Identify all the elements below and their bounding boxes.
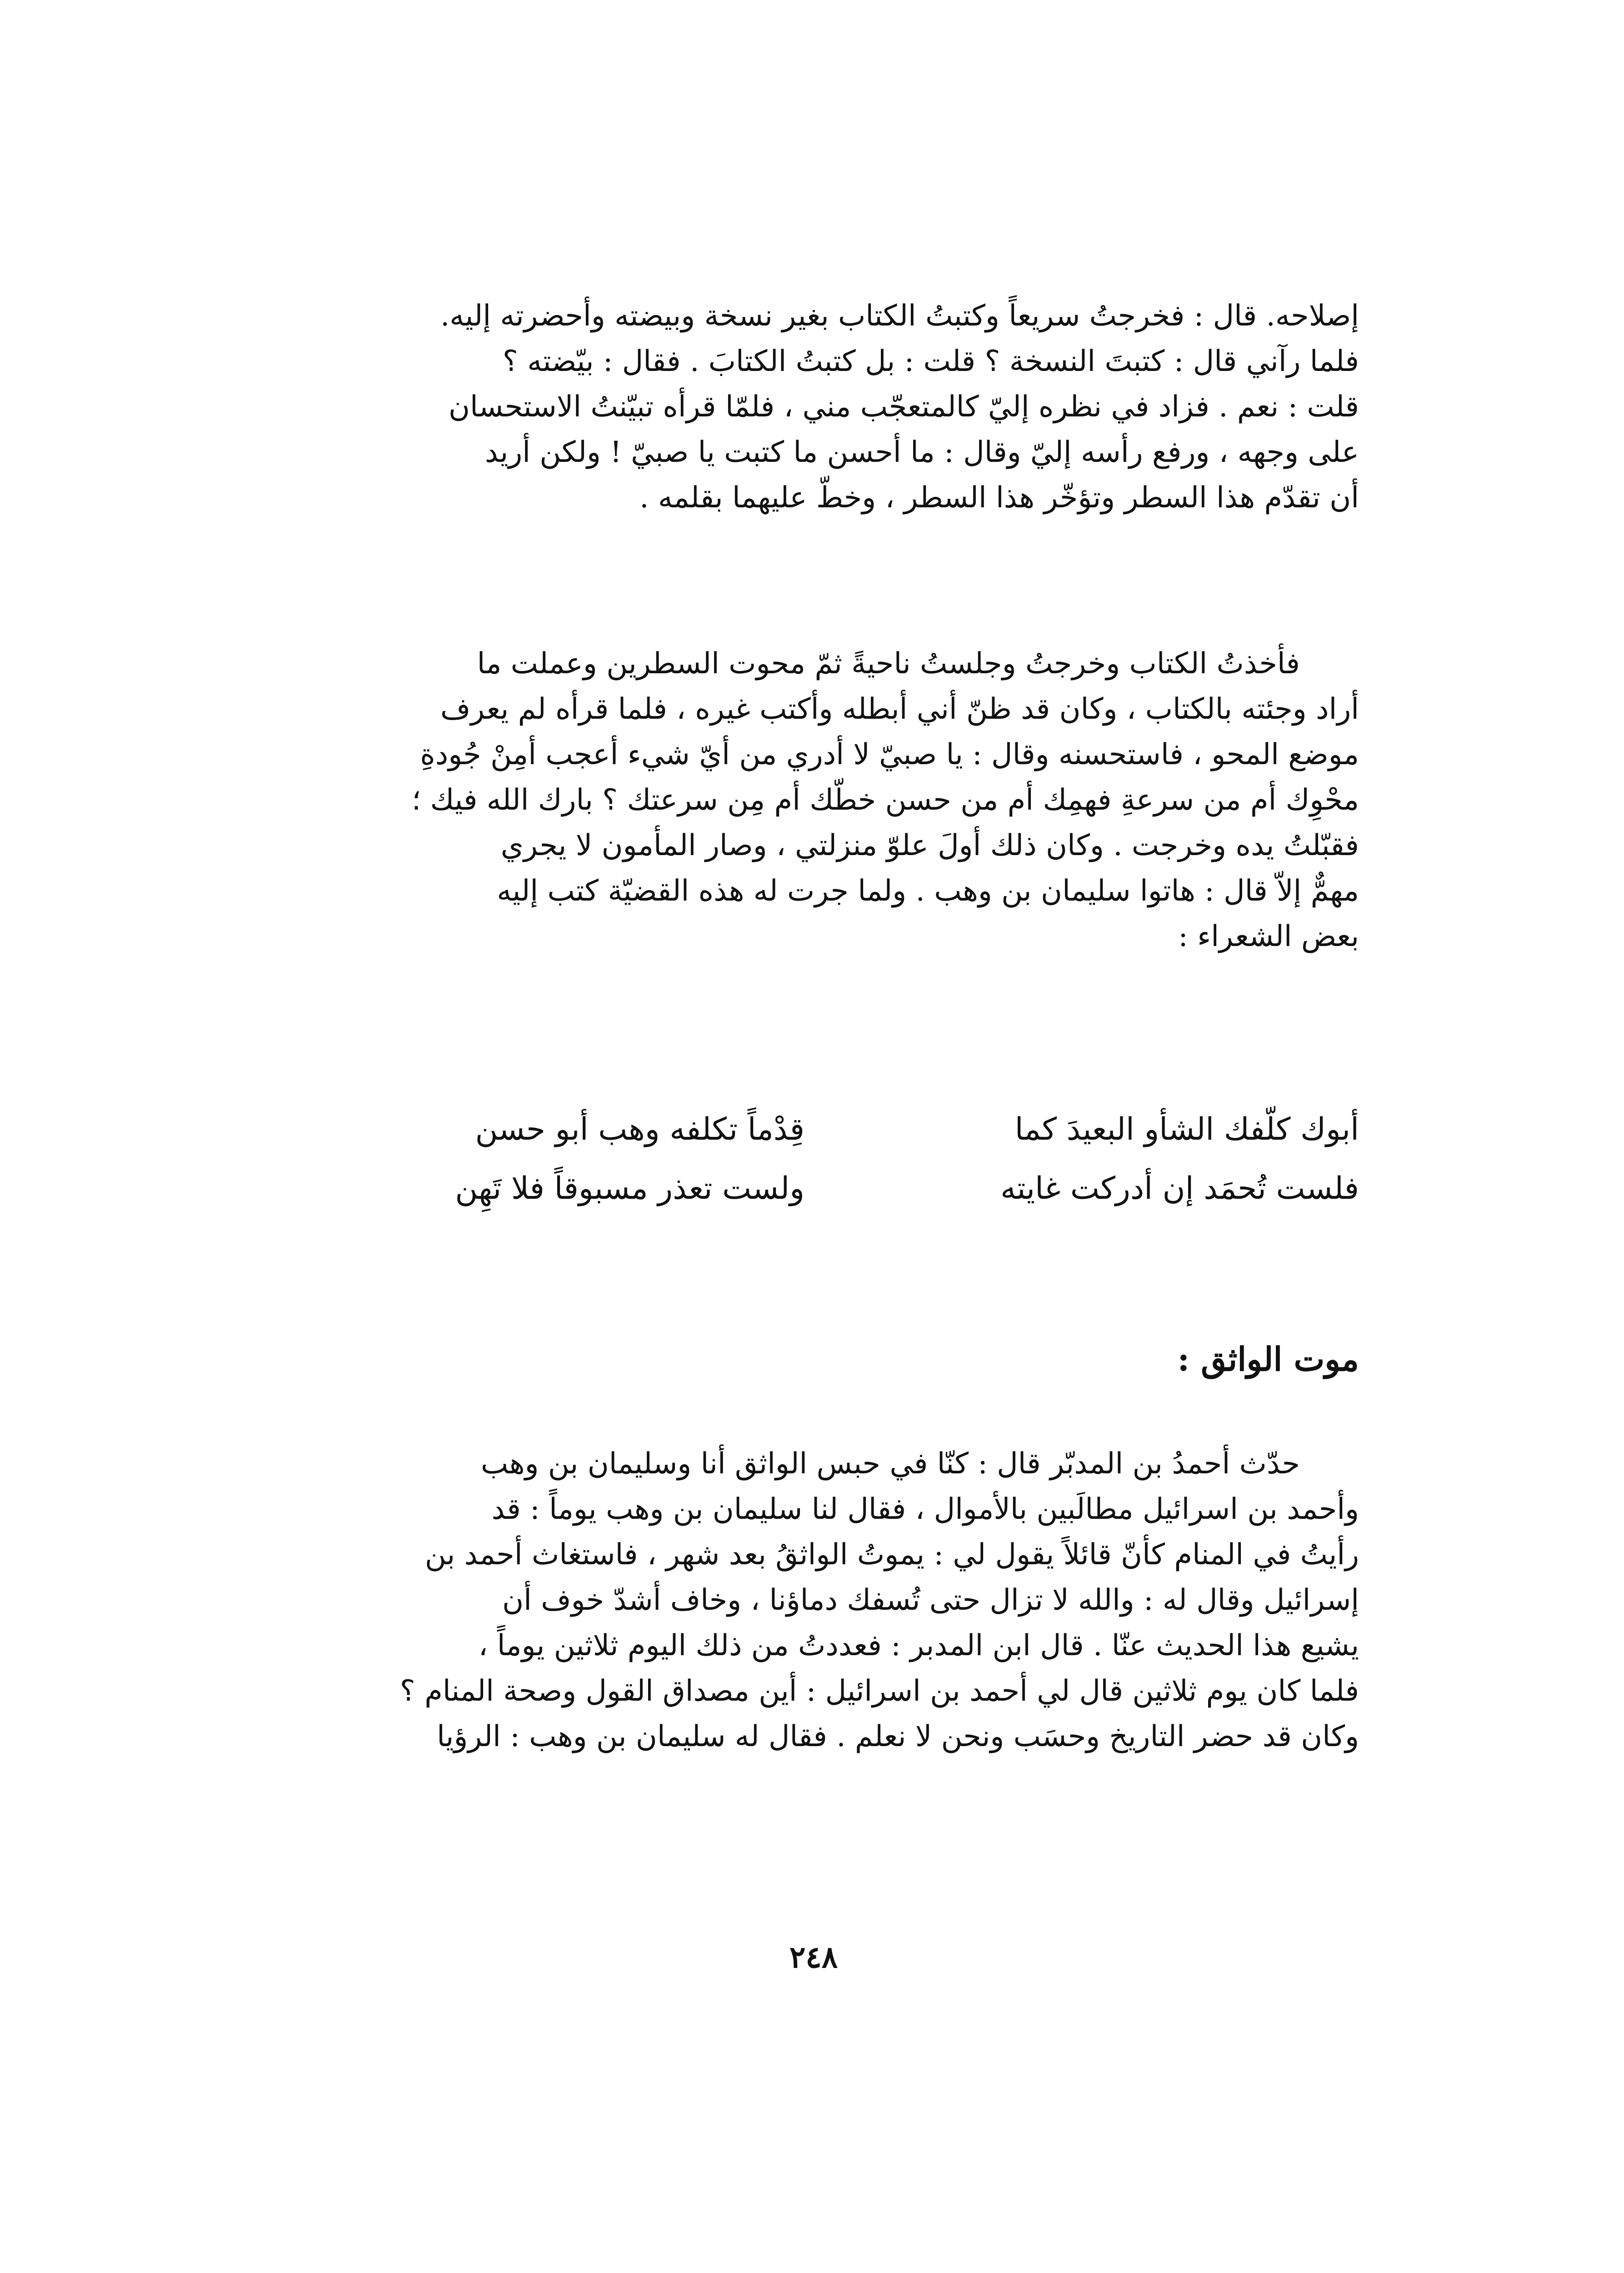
text-line: فلما كان يوم ثلاثين قال لي أحمد بن اسرائيل : أين مصداق القول وصحة المنام ؟ (400, 1674, 1359, 1708)
text-line: بعض الشعراء : (1178, 920, 1359, 953)
verse-first-hemistich: أبوك كلّفك الشأو البعيدَ كما (1014, 1111, 1359, 1147)
text-line: يشيع هذا الحديث عنّا . قال ابن المدبر : فعددتُ من ذلك اليوم ثلاثين يوماً ، (478, 1629, 1359, 1662)
poem (268, 1100, 1359, 1218)
paragraph-1 (268, 293, 1359, 521)
verse-first-hemistich: فلست تُحمَد إن أدركت غايته (1000, 1171, 1359, 1207)
text-line: أن تقدّم هذا السطر وتؤخّر هذا السطر ، وخطّ عليهما بقلمه . (640, 481, 1359, 515)
text-line: أراد وجئته بالكتاب ، وكان قد ظنّ أني أبطله وأكتب غيره ، فلما قرأه لم يعرف (440, 692, 1359, 726)
text-line: فقبّلتُ يده وخرجت . وكان ذلك أولَ علوّ منزلتي ، وصار المأمون لا يجري (500, 829, 1359, 862)
text-line: فأخذتُ الكتاب وخرجتُ وجلستُ ناحيةً ثمّ محوت السطرين وعملت ما (477, 647, 1300, 681)
verse-second-hemistich: قِدْماً تكلفه وهب أبو حسن (475, 1111, 805, 1147)
text-line: على وجهه ، ورفع رأسه إليّ وقال : ما أحسن ما كتبت يا صبيّ ! ولكن أريد (485, 436, 1359, 469)
page-number: ٢٤٨ (789, 1939, 838, 1975)
text-line: وأحمد بن اسرائيل مطالَبين بالأموال ، فقال لنا سليمان بن وهب يوماً : قد (491, 1492, 1359, 1526)
verse-second-hemistich: ولست تعذر مسبوقاً فلا تَهِن (455, 1171, 805, 1207)
text-line: موضع المحو ، فاستحسنه وقال : يا صبيّ لا أدري من أيّ شيء أعجب أمِنْ جُودةِ (420, 738, 1359, 771)
text-line: رأيتُ في المنام كأنّ قائلاً يقول لي : يموتُ الواثقُ بعد شهر ، فاستغاث أحمد بن (425, 1538, 1359, 1572)
paragraph-2 (268, 641, 1359, 959)
text-line: وكان قد حضر التاريخ وحسَب ونحن لا نعلم . فقال له سليمان بن وهب : الرؤيا (437, 1720, 1359, 1753)
text-line: إسرائيل وقال له : والله لا تزال حتى تُسفك دماؤنا ، وخاف أشدّ خوف أن (502, 1583, 1359, 1617)
section-heading: موت الواثق : (1177, 1340, 1359, 1378)
paragraph-3 (268, 1441, 1359, 1759)
poem-verse (268, 1100, 1359, 1159)
text-line: محْوِك أم من سرعةِ فهمِك أم من حسن خطّك أم مِن سرعتك ؟ بارك الله فيك ؛ (411, 783, 1359, 817)
text-line: قلت : نعم . فزاد في نظره إليّ كالمتعجّب مني ، فلمّا قرأه تبيّنتُ الاستحسان (448, 390, 1359, 424)
text-line: مهمٌّ إلاّ قال : هاتوا سليمان بن وهب . ولما جرت له هذه القضيّة كتب إليه (497, 874, 1359, 908)
text-line: حدّث أحمدُ بن المدبّر قال : كنّا في حبس الواثق أنا وسليمان بن وهب (480, 1447, 1300, 1481)
text-line: إصلاحه. قال : فخرجتُ سريعاً وكتبتُ الكتاب بغير نسخة وبيضته وأحضرته إليه. (440, 299, 1359, 333)
text-line: فلما رآني قال : كتبتَ النسخة ؟ قلت : بل كتبتُ الكتابَ . فقال : بيّضته ؟ (502, 345, 1359, 378)
poem-verse (268, 1159, 1359, 1218)
